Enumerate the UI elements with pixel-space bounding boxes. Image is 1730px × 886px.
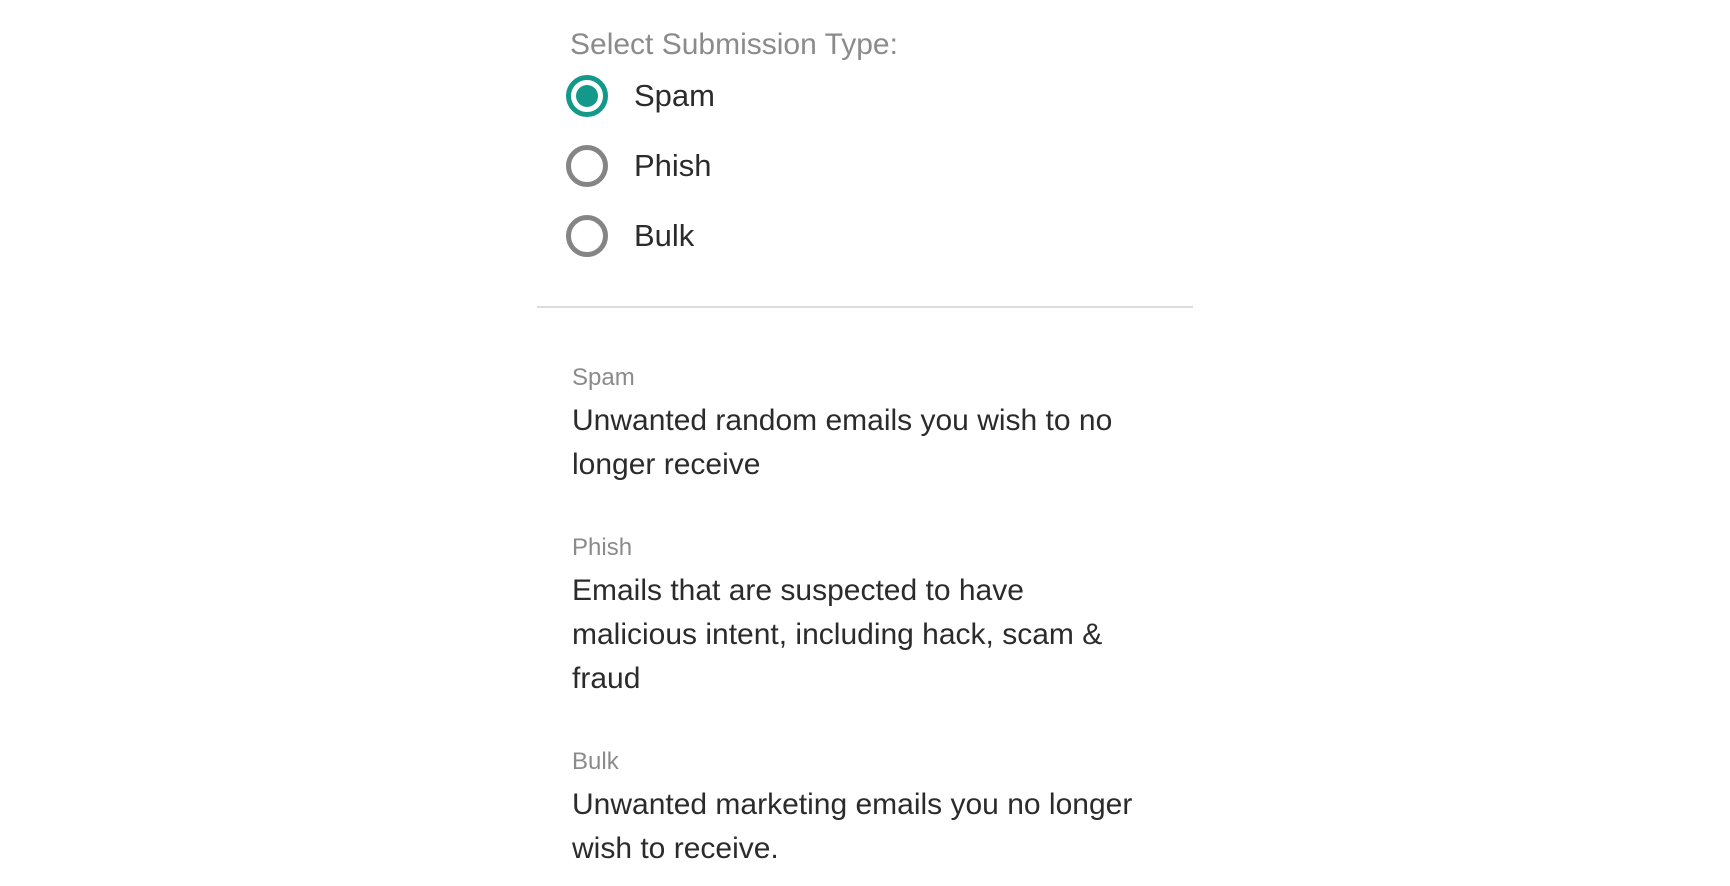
radio-button-phish[interactable] bbox=[566, 145, 608, 187]
radio-option-spam-label: Spam bbox=[634, 78, 715, 113]
submission-type-descriptions bbox=[537, 363, 1193, 871]
description-bulk-definition: Unwanted marketing emails you no longer wish to receive. bbox=[572, 788, 1133, 865]
radio-option-phish-label: Phish bbox=[634, 148, 712, 183]
radio-button-spam[interactable] bbox=[566, 75, 608, 117]
description-spam bbox=[572, 363, 1193, 487]
radio-option-spam[interactable] bbox=[566, 75, 1193, 117]
submission-type-radio-group bbox=[566, 75, 1193, 257]
description-bulk bbox=[572, 747, 1193, 871]
submission-type-label: Select Submission Type: bbox=[570, 28, 898, 61]
radio-button-bulk[interactable] bbox=[566, 215, 608, 257]
description-bulk-term: Bulk bbox=[572, 748, 619, 775]
radio-option-bulk[interactable] bbox=[566, 215, 1193, 257]
description-spam-definition: Unwanted random emails you wish to no longer receive bbox=[572, 404, 1113, 481]
description-spam-term: Spam bbox=[572, 364, 635, 391]
description-phish bbox=[572, 533, 1193, 701]
description-phish-definition: Emails that are suspected to have malicious intent, including hack, scam & fraud bbox=[572, 574, 1103, 695]
radio-option-bulk-label: Bulk bbox=[634, 218, 695, 253]
radio-option-phish[interactable] bbox=[566, 145, 1193, 187]
submission-type-panel bbox=[537, 0, 1193, 871]
description-phish-term: Phish bbox=[572, 534, 633, 561]
section-divider bbox=[537, 306, 1193, 308]
